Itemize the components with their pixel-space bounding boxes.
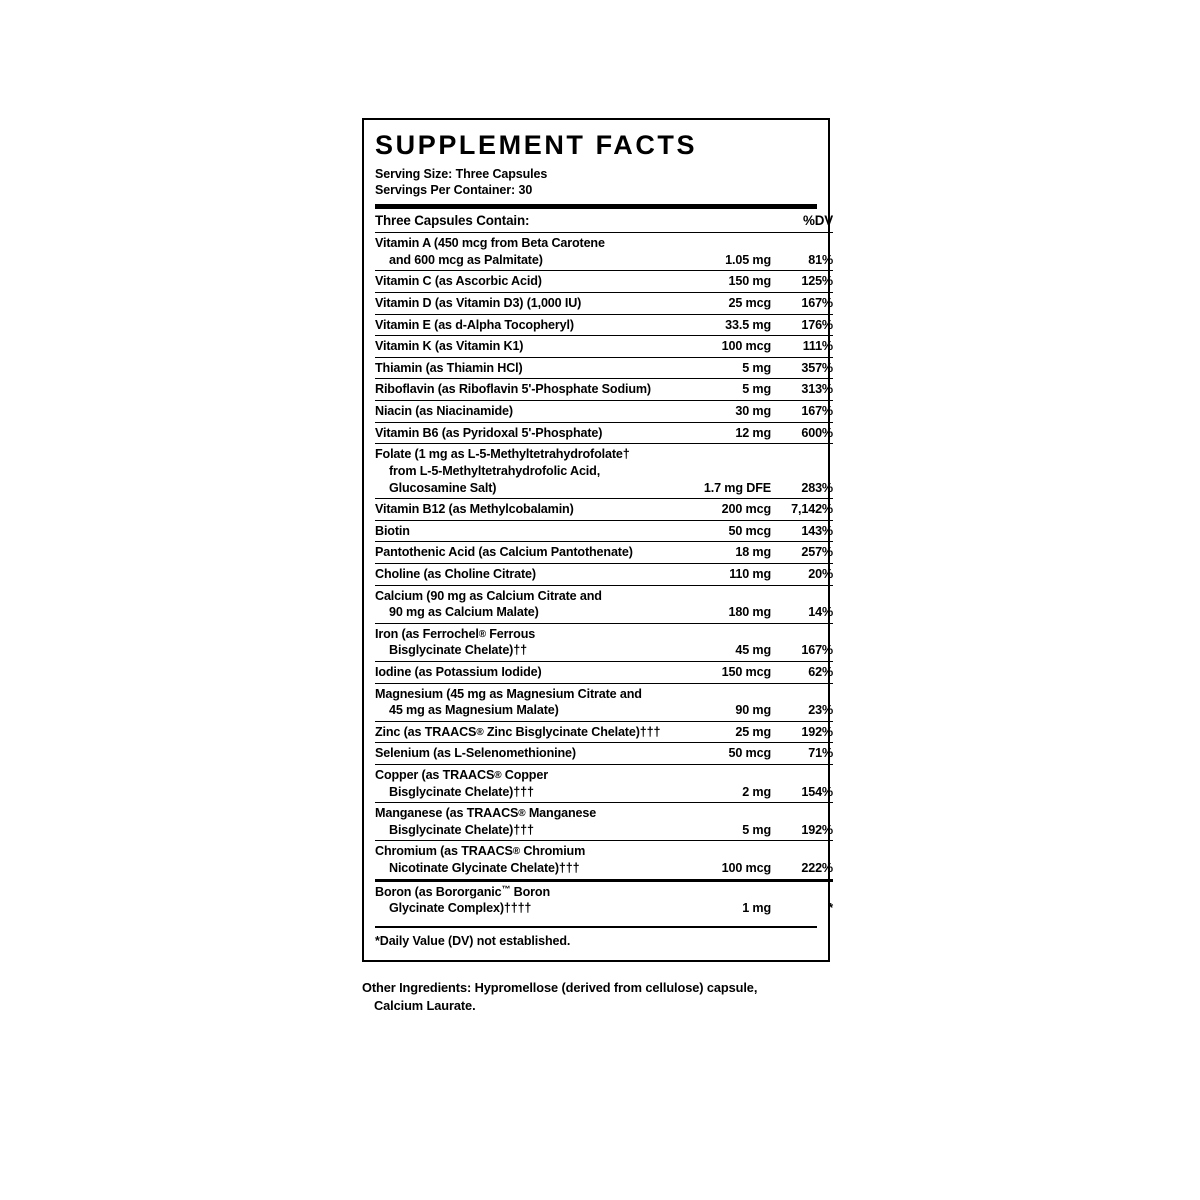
nutrient-daily-value: 23% [771, 683, 833, 721]
nutrient-daily-value: 192% [771, 721, 833, 743]
nutrient-name [375, 499, 667, 521]
nutrient-name [375, 803, 667, 841]
nutrient-amount: 33.5 mg [667, 314, 771, 336]
nutrient-name [375, 444, 667, 499]
nutrient-name-line: Bisglycinate Chelate)†† [389, 643, 527, 658]
nutrient-name [375, 233, 667, 271]
nutrient-amount: 50 mcg [667, 743, 771, 765]
nutrient-name-line: Thiamin (as Thiamin HCl) [375, 360, 523, 375]
nutrient-daily-value: 14% [771, 585, 833, 623]
nutrient-name-line: Vitamin A (450 mcg from Beta Carotene [375, 236, 605, 251]
nutrient-name-line: Copper (as TRAACS® Copper [375, 768, 548, 783]
nutrient-name [375, 379, 667, 401]
table-row [375, 661, 833, 683]
nutrient-amount: 1.05 mg [667, 233, 771, 271]
table-row [375, 293, 833, 315]
nutrient-name-line: Iron (as Ferrochel® Ferrous [375, 626, 536, 641]
nutrient-daily-value: * [771, 880, 833, 919]
nutrient-daily-value: 192% [771, 803, 833, 841]
table-row [375, 765, 833, 803]
nutrient-name-line: Pantothenic Acid (as Calcium Pantothenate) [375, 545, 633, 560]
nutrient-name-line: Biotin [375, 523, 410, 538]
nutrient-daily-value: 125% [771, 271, 833, 293]
nutrients-table [375, 209, 833, 919]
nutrient-amount: 30 mg [667, 401, 771, 423]
nutrient-daily-value: 167% [771, 401, 833, 423]
supplement-facts-label [362, 118, 833, 1016]
nutrient-name-line: Niacin (as Niacinamide) [375, 404, 513, 419]
table-row [375, 585, 833, 623]
column-header-name: Three Capsules Contain: [375, 212, 530, 228]
nutrient-name [375, 765, 667, 803]
nutrient-name-line: Bisglycinate Chelate)††† [389, 822, 534, 837]
nutrient-daily-value: 154% [771, 765, 833, 803]
nutrient-amount: 150 mg [667, 271, 771, 293]
nutrient-daily-value: 167% [771, 293, 833, 315]
nutrient-daily-value: 7,142% [771, 499, 833, 521]
nutrient-amount: 12 mg [667, 422, 771, 444]
table-row [375, 499, 833, 521]
table-row [375, 841, 833, 880]
table-row [375, 401, 833, 423]
nutrient-name [375, 271, 667, 293]
nutrient-name [375, 542, 667, 564]
other-ingredients-line1: Other Ingredients: Hypromellose (derived from cellulose) capsule, [362, 979, 758, 995]
nutrient-amount: 25 mcg [667, 293, 771, 315]
table-row [375, 623, 833, 661]
nutrient-amount: 200 mcg [667, 499, 771, 521]
nutrient-name [375, 563, 667, 585]
nutrient-name-line: Choline (as Choline Citrate) [375, 566, 536, 581]
nutrient-amount: 2 mg [667, 765, 771, 803]
nutrient-daily-value: 20% [771, 563, 833, 585]
table-row [375, 563, 833, 585]
serving-size: Serving Size: Three Capsules [375, 167, 548, 181]
page-title: SUPPLEMENT FACTS [375, 130, 698, 160]
nutrient-name [375, 683, 667, 721]
table-row [375, 357, 833, 379]
nutrient-name [375, 721, 667, 743]
nutrient-daily-value: 600% [771, 422, 833, 444]
nutrient-name-line: Vitamin C (as Ascorbic Acid) [375, 274, 542, 289]
nutrient-name [375, 623, 667, 661]
table-row [375, 336, 833, 358]
nutrient-amount: 1.7 mg DFE [667, 444, 771, 499]
nutrient-name [375, 520, 667, 542]
nutrient-name [375, 880, 667, 919]
nutrient-daily-value: 313% [771, 379, 833, 401]
nutrient-name-line: Glycinate Complex)†††† [389, 901, 532, 916]
nutrient-amount: 18 mg [667, 542, 771, 564]
column-header-dv: %DV [802, 212, 833, 228]
nutrient-daily-value: 222% [771, 841, 833, 880]
nutrient-daily-value: 357% [771, 357, 833, 379]
table-row [375, 233, 833, 271]
nutrient-name [375, 401, 667, 423]
table-row [375, 803, 833, 841]
table-header-row [375, 209, 833, 233]
nutrient-amount: 5 mg [667, 803, 771, 841]
table-row [375, 271, 833, 293]
nutrient-amount: 5 mg [667, 357, 771, 379]
nutrient-daily-value: 176% [771, 314, 833, 336]
nutrient-name-line: and 600 mcg as Palmitate) [389, 252, 543, 267]
table-row [375, 880, 833, 919]
nutrient-name-line: Glucosamine Salt) [389, 480, 497, 495]
nutrient-daily-value: 143% [771, 520, 833, 542]
nutrient-name-line: Manganese (as TRAACS® Manganese [375, 806, 597, 821]
nutrient-daily-value: 167% [771, 623, 833, 661]
nutrient-name-line: Iodine (as Potassium Iodide) [375, 664, 542, 679]
nutrient-name-line: 45 mg as Magnesium Malate) [389, 703, 559, 718]
nutrient-name [375, 357, 667, 379]
nutrient-name [375, 841, 667, 880]
table-row [375, 444, 833, 499]
table-row [375, 520, 833, 542]
facts-panel [362, 118, 833, 962]
nutrient-name-line: Vitamin B12 (as Methylcobalamin) [375, 502, 574, 517]
nutrient-amount: 100 mcg [667, 841, 771, 880]
table-row [375, 721, 833, 743]
nutrient-daily-value: 81% [771, 233, 833, 271]
nutrient-amount: 100 mcg [667, 336, 771, 358]
nutrient-daily-value: 111% [771, 336, 833, 358]
nutrient-name-line: Vitamin D (as Vitamin D3) (1,000 IU) [375, 296, 582, 311]
column-header-amount [667, 209, 771, 233]
nutrient-name-line: Calcium (90 mg as Calcium Citrate and [375, 588, 602, 603]
nutrient-name-line: 90 mg as Calcium Malate) [389, 605, 539, 620]
nutrient-name-line: Zinc (as TRAACS® Zinc Bisglycinate Chelate)††† [375, 724, 661, 739]
nutrient-name [375, 422, 667, 444]
nutrient-name-line: Vitamin K (as Vitamin K1) [375, 339, 524, 354]
nutrient-name [375, 293, 667, 315]
table-row [375, 314, 833, 336]
nutrient-amount: 110 mg [667, 563, 771, 585]
nutrient-amount: 90 mg [667, 683, 771, 721]
nutrient-name-line: Riboflavin (as Riboflavin 5'-Phosphate Sodium) [375, 382, 651, 397]
nutrient-name-line: Bisglycinate Chelate)††† [389, 784, 534, 799]
nutrient-amount: 5 mg [667, 379, 771, 401]
nutrient-name-line: from L-5-Methyltetrahydrofolic Acid, [389, 463, 601, 478]
nutrient-name [375, 661, 667, 683]
nutrient-name-line: Magnesium (45 mg as Magnesium Citrate and [375, 686, 642, 701]
nutrient-daily-value: 62% [771, 661, 833, 683]
nutrient-name-line: Nicotinate Glycinate Chelate)††† [389, 861, 580, 876]
footnote-section [375, 919, 817, 948]
nutrient-amount: 45 mg [667, 623, 771, 661]
nutrient-amount: 50 mcg [667, 520, 771, 542]
nutrient-amount: 180 mg [667, 585, 771, 623]
nutrient-name-line: Vitamin B6 (as Pyridoxal 5'-Phosphate) [375, 425, 603, 440]
nutrient-name-line: Boron (as Bororganic™ Boron [375, 883, 550, 899]
table-row [375, 422, 833, 444]
nutrient-name [375, 314, 667, 336]
table-row [375, 542, 833, 564]
nutrient-name-line: Chromium (as TRAACS® Chromium [375, 844, 586, 859]
nutrient-daily-value: 257% [771, 542, 833, 564]
other-ingredients [362, 979, 812, 1016]
table-row [375, 379, 833, 401]
nutrient-name [375, 585, 667, 623]
nutrient-name [375, 743, 667, 765]
servings-per-container: Servings Per Container: 30 [375, 183, 533, 198]
other-ingredients-line2: Calcium Laurate. [374, 998, 476, 1014]
table-row [375, 743, 833, 765]
nutrient-amount: 150 mcg [667, 661, 771, 683]
nutrient-daily-value: 71% [771, 743, 833, 765]
footnote-text: *Daily Value (DV) not established. [375, 933, 571, 948]
nutrient-daily-value: 283% [771, 444, 833, 499]
nutrient-name-line: Selenium (as L-Selenomethionine) [375, 746, 576, 761]
table-row [375, 683, 833, 721]
nutrient-name-line: Vitamin E (as d-Alpha Tocopheryl) [375, 317, 574, 332]
nutrient-amount: 25 mg [667, 721, 771, 743]
nutrient-name-line: Folate (1 mg as L-5-Methyltetrahydrofolate† [375, 447, 630, 462]
nutrient-name [375, 336, 667, 358]
nutrient-amount: 1 mg [667, 880, 771, 919]
